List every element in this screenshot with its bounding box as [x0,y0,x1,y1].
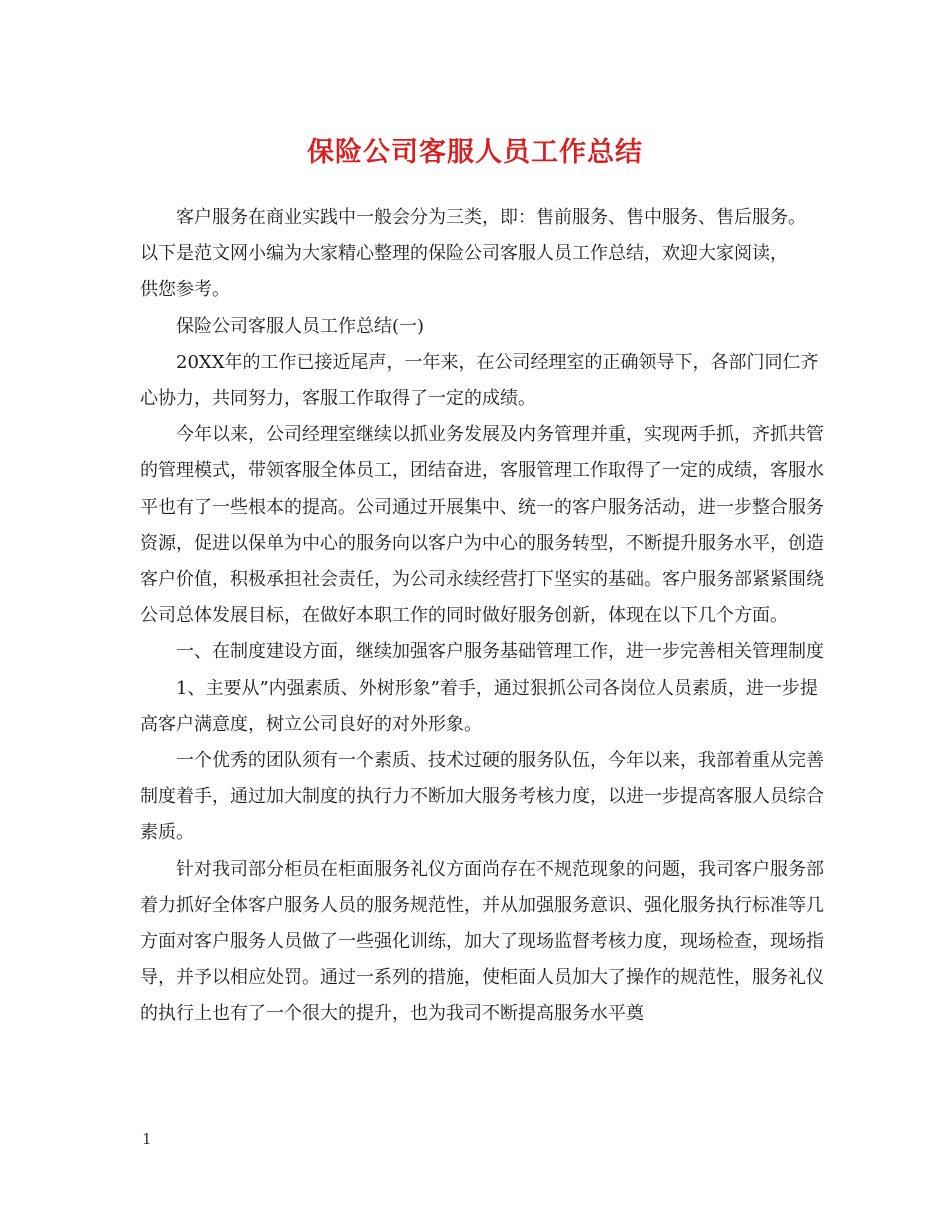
paragraph-intro-1: 客户服务在商业实践中一般会分为三类，即：售前服务、售中服务、售后服务。 [176,207,806,228]
paragraph: 今年以来，公司经理室继续以抓业务发展及内务管理并重，实现两手抓，齐抓共管的管理模式，带领客服全体员工，团结奋进，客服管理工作取得了一定的成绩，客服水平也有了一些根本的提高。公司通过开展集中、统一的客户服务活动，进一步整合服务资源，促进以保单为中心的服务向以客户为中心的服务转型，不断提升服务水平，创造客户价值，积极承担社会责任，为公司永续经营打下坚实的基础。客户服务部紧紧围绕公司总体发展目标，在做好本职工作的同时做好服务创新，体现在以下几个方面。 [140,424,824,627]
document-body [140,200,830,1033]
paragraph-intro-3: 供您参考。 [140,279,230,301]
document-title: 保险公司客服人员工作总结 [307,137,643,168]
paragraph-intro-2: 以下是范文网小编为大家精心整理的保险公司客服人员工作总结，欢迎大家阅读， [140,243,788,265]
paragraph: 20XX年的工作已接近尾声，一年来，在公司经理室的正确领导下，各部门同仁齐心协力，共同努力，客服工作取得了一定的成绩。 [140,351,819,410]
paragraph: 1、主要从”内强素质、外树形象”着手，通过狠抓公司各岗位人员素质，进一步提高客户满意度，树立公司良好的对外形象。 [140,677,818,735]
page-number: 1 [142,1130,152,1148]
section-heading: 保险公司客服人员工作总结(一) [176,315,425,337]
paragraph: 一个优秀的团队须有一个素质、技术过硬的服务队伍，今年以来，我部着重从完善制度着手，通过加大制度的执行力不断加大服务考核力度，以进一步提高客服人员综合素质。 [140,750,824,844]
paragraph: 针对我司部分柜员在柜面服务礼仪方面尚存在不规范现象的问题，我司客户服务部着力抓好全体客户服务人员的服务规范性，并从加强服务意识、强化服务执行标准等几方面对客户服务人员做了一些强化训练，加大了现场监督考核力度，现场检查，现场指导，并予以相应处罚。通过一系列的措施，使柜面人员加大了操作的规范性，服务礼仪的执行上也有了一个很大的提升，也为我司不断提高服务水平奠 [140,858,824,1025]
paragraph: 一、在制度建设方面，继续加强客户服务基础管理工作，进一步完善相关管理制度 [176,641,824,663]
